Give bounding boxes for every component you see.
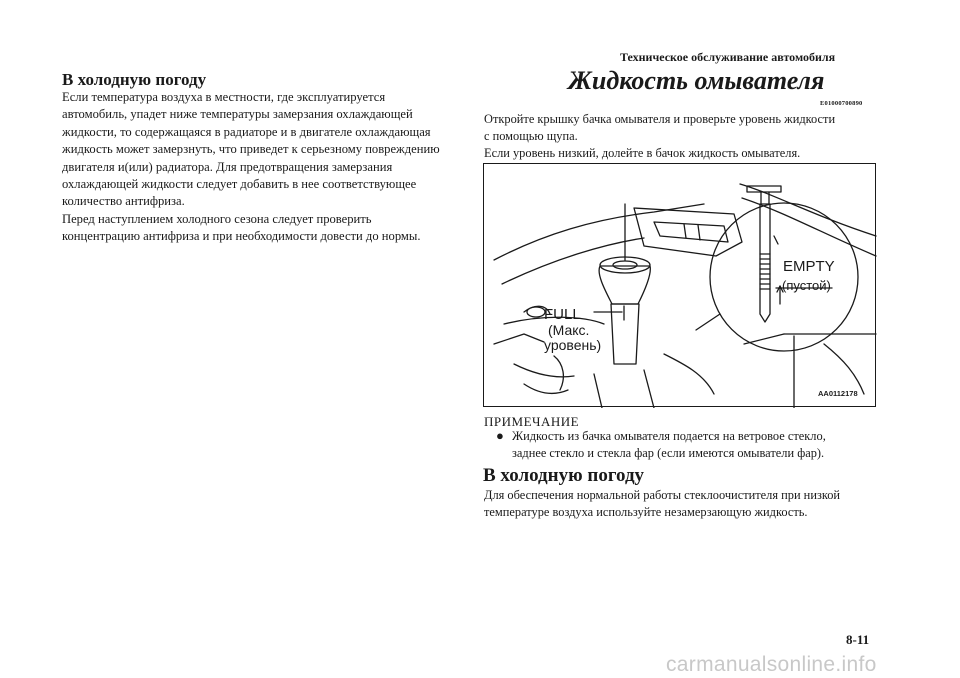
reservoir-funnel bbox=[599, 266, 650, 304]
note-text bbox=[512, 424, 892, 462]
bullet-icon: ● bbox=[496, 428, 504, 443]
page-number: 8-11 bbox=[846, 632, 870, 647]
cold-weather-heading: В холодную погоду bbox=[483, 465, 645, 486]
note-line: Жидкость из бачка омывателя подается на ветровое стекло, bbox=[512, 429, 826, 443]
cold-weather-line: Для обеспечения нормальной работы стеклоочистителя при низкой bbox=[484, 488, 841, 502]
cold-weather-body bbox=[484, 487, 884, 521]
left-body-line: Перед наступлением холодного сезона следует проверить bbox=[62, 211, 372, 226]
left-body-line: жидкость может замерзнуть, что приведет к серьезному повреждению bbox=[62, 142, 440, 157]
section-code: E01000700890 bbox=[820, 100, 863, 107]
watermark: carmanualsonline.info bbox=[666, 653, 877, 676]
left-body-line: концентрацию антифриза и при необходимости довести до нормы. bbox=[62, 229, 421, 244]
full-level-label: FULL bbox=[544, 306, 581, 323]
left-section-body bbox=[62, 89, 462, 246]
intro-line: с помощью щупа. bbox=[484, 129, 578, 143]
empty-level-label: EMPTY bbox=[783, 258, 835, 275]
hood-line bbox=[494, 204, 704, 260]
running-head: Техническое обслуживание автомобиля bbox=[620, 50, 836, 64]
intro-line: Откройте крышку бачка омывателя и проверьте уровень жидкости bbox=[484, 112, 836, 126]
left-section-heading: В холодную погоду bbox=[62, 70, 207, 89]
left-body-line: двигателя и(или) радиатора. Для предотвращения замерзания bbox=[62, 159, 393, 174]
left-body-line: количество антифриза. bbox=[62, 194, 185, 209]
full-level-label-ru: (Макс. bbox=[548, 322, 590, 338]
dipstick bbox=[760, 204, 770, 322]
left-body-line: жидкости, то содержащаяся в радиаторе и в двигателе охлаждающая bbox=[62, 124, 431, 139]
full-level-label-ru: уровень) bbox=[544, 337, 602, 353]
figure-code: AA0112178 bbox=[818, 389, 858, 398]
zoom-circle bbox=[710, 203, 858, 351]
cold-weather-line: температуре воздуха используйте незамерзающую жидкость. bbox=[484, 505, 808, 519]
intro-text bbox=[484, 111, 884, 162]
left-body-line: автомобиль, упадет ниже температуры замерзания охлаждающей bbox=[62, 107, 413, 122]
empty-level-label-ru: (пустой) bbox=[782, 278, 831, 293]
left-body-line: охлаждающей жидкости следует добавить в нее соответствующее bbox=[62, 177, 417, 192]
left-body-line: Если температура воздуха в местности, где эксплуатируется bbox=[62, 90, 386, 104]
reservoir-neck bbox=[611, 304, 639, 364]
note-line: заднее стекло и стекла фар (если имеются омыватели фар). bbox=[512, 446, 825, 460]
intro-line: Если уровень низкий, долейте в бачок жидкость омывателя. bbox=[484, 146, 801, 160]
note-heading: ПРИМЕЧАНИЕ bbox=[484, 414, 580, 429]
section-title: Жидкость омывателя bbox=[568, 66, 825, 95]
